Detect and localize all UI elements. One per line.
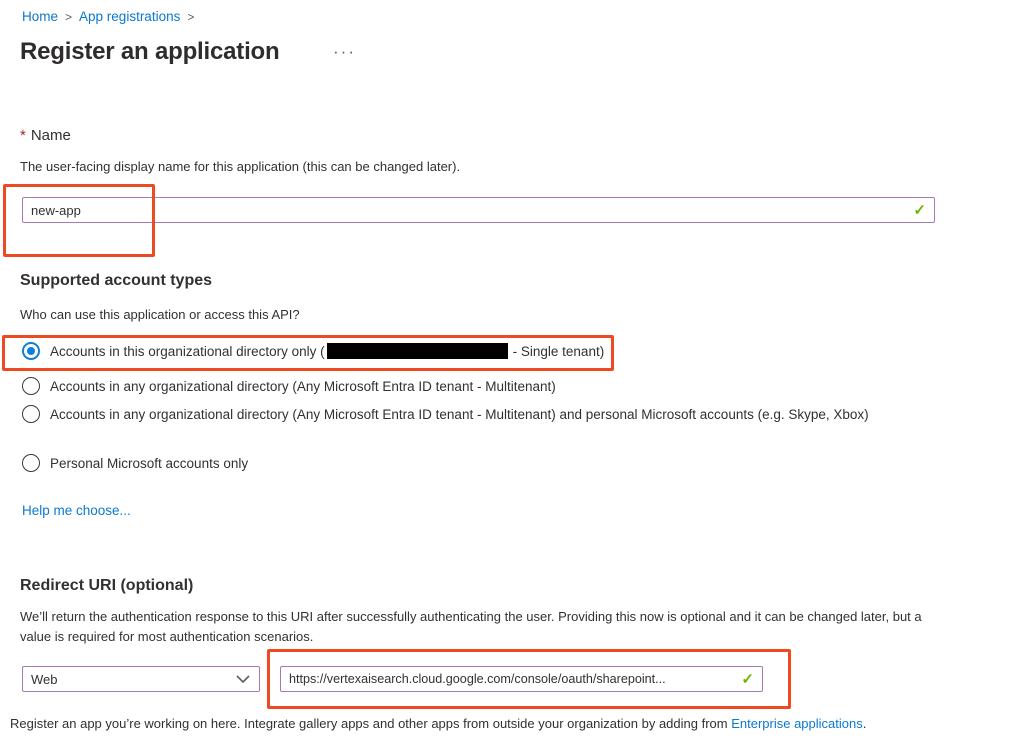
- radio-option-single-tenant[interactable]: [22, 342, 604, 361]
- radio-option-multitenant[interactable]: [22, 377, 556, 396]
- redirect-uri-description: We’ll return the authentication response to this URI after successfully authenticating the user. Providing this now is optional and it can be changed later, but a value is required for most authentication scenarios.: [20, 609, 922, 644]
- radio-option-multitenant-personal[interactable]: [22, 405, 869, 424]
- breadcrumb-separator: >: [187, 9, 195, 24]
- redirect-uri-heading: Redirect URI (optional): [20, 577, 194, 594]
- valid-checkmark-icon: ✓: [913, 202, 926, 219]
- name-field-label: * Name: [20, 127, 71, 144]
- valid-checkmark-icon: ✓: [741, 671, 754, 688]
- breadcrumb-separator: >: [65, 9, 73, 24]
- radio-option-label: Personal Microsoft accounts only: [50, 456, 249, 471]
- radio-button-icon[interactable]: [22, 377, 40, 395]
- page-title: Register an application: [20, 38, 280, 65]
- radio-option-label: Accounts in any organizational directory (Any Microsoft Entra ID tenant - Multitenant): [50, 379, 556, 394]
- redirect-uri-input[interactable]: [280, 666, 763, 692]
- radio-button-icon[interactable]: [22, 454, 40, 472]
- account-types-question: Who can use this application or access this API?: [20, 307, 300, 322]
- footer-hint: Register an app you’re working on here. Integrate gallery apps and other apps from outside your organization by adding from Enterprise applications.: [10, 716, 867, 731]
- enterprise-applications-link[interactable]: Enterprise applications: [731, 716, 863, 731]
- radio-option-personal-only[interactable]: [22, 454, 248, 473]
- radio-option-label: Accounts in this organizational directory only ( - Single tenant): [50, 344, 605, 359]
- supported-account-types-heading: Supported account types: [20, 272, 213, 289]
- radio-button-icon[interactable]: [22, 405, 40, 423]
- required-marker: *: [20, 127, 26, 144]
- more-options-icon[interactable]: ···: [333, 42, 356, 61]
- breadcrumb: [22, 9, 194, 24]
- name-input[interactable]: [22, 197, 935, 223]
- name-input-value: new-app: [31, 202, 81, 218]
- breadcrumb-app-registrations-link[interactable]: App registrations: [79, 9, 181, 24]
- name-field-description: The user-facing display name for this application (this can be changed later).: [20, 159, 461, 174]
- breadcrumb-home-link[interactable]: Home: [22, 9, 59, 24]
- redacted-tenant-name: [327, 343, 508, 359]
- help-me-choose-link[interactable]: Help me choose...: [22, 503, 131, 518]
- chevron-down-icon: [236, 675, 250, 684]
- platform-select-dropdown[interactable]: [22, 666, 260, 692]
- radio-option-label: Accounts in any organizational directory (Any Microsoft Entra ID tenant - Multitenant) and personal Microsoft accounts (e.g. Skype, Xbox): [50, 407, 869, 422]
- radio-button-icon[interactable]: [22, 342, 40, 360]
- redirect-uri-value: https://vertexaisearch.cloud.google.com/console/oauth/sharepoint...: [289, 672, 666, 686]
- platform-selected-value: Web: [31, 671, 58, 687]
